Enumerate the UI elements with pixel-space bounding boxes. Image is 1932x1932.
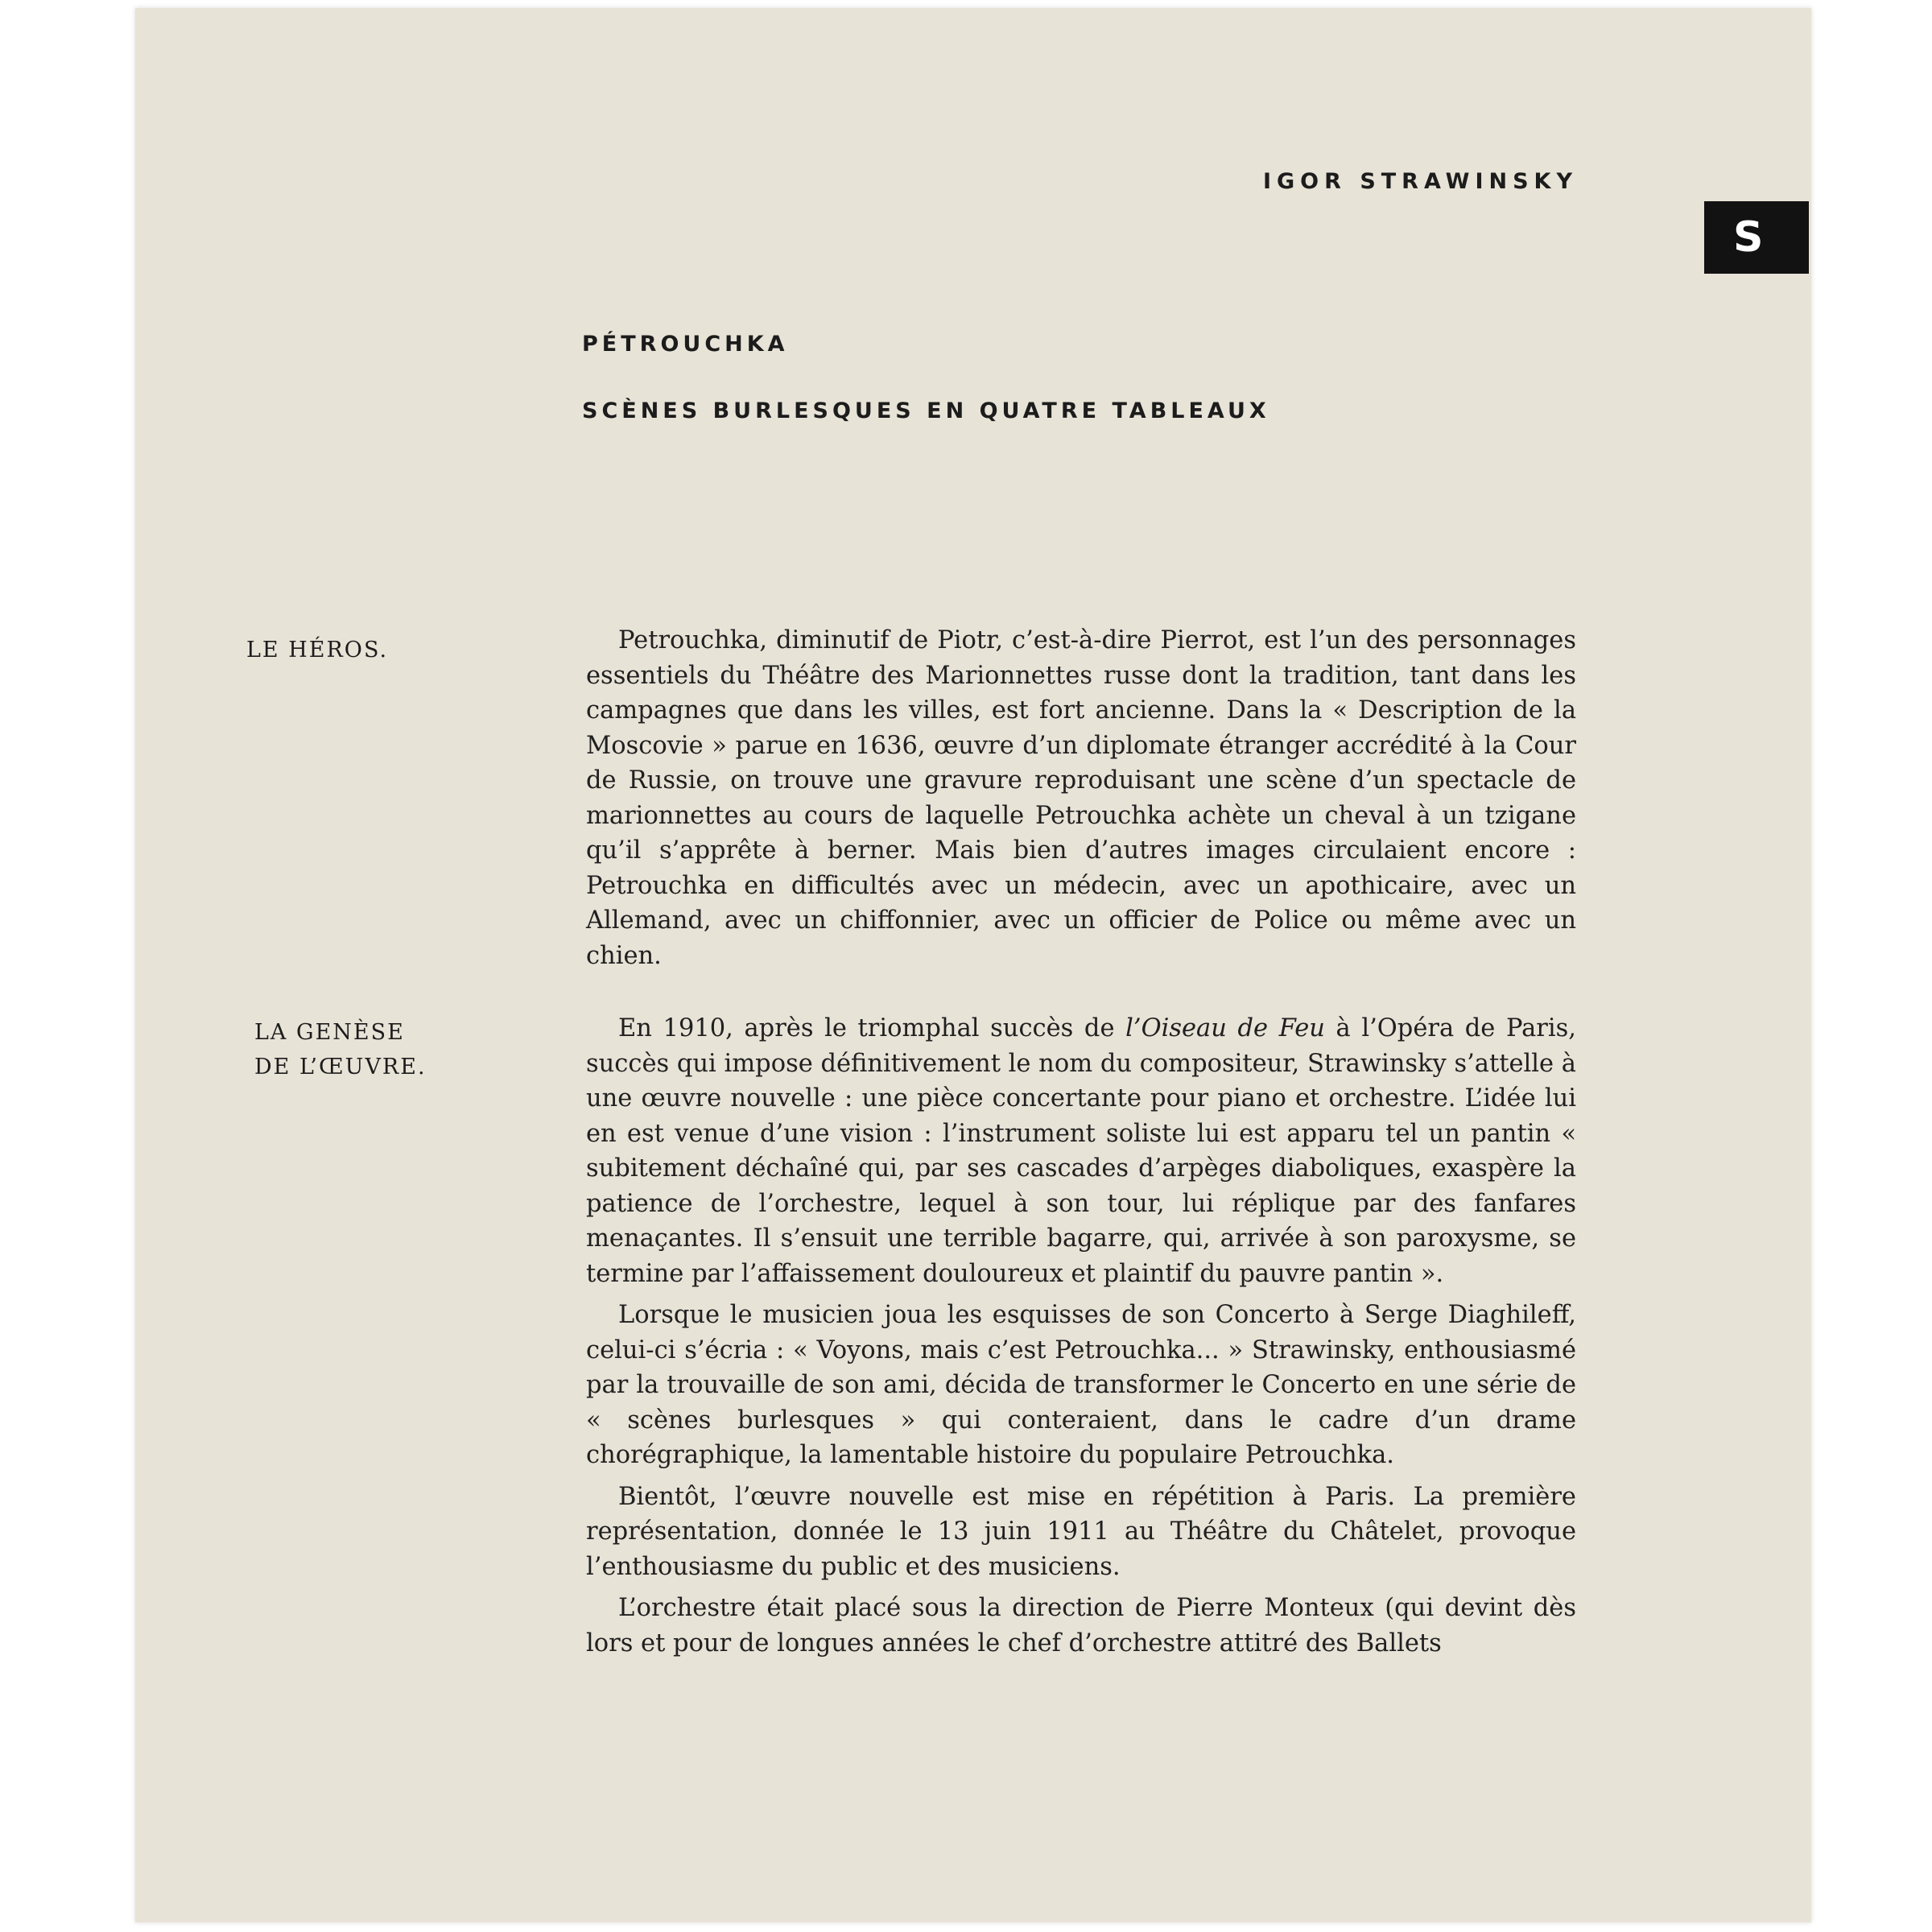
margin-label-hero: LE HÉROS. <box>246 638 389 663</box>
section-hero <box>586 623 1576 973</box>
genesis-paragraph-2: Lorsque le musicien joua les esquisses de son Concerto à Serge Diaghileff, celui-ci s’écria : « Voyons, mais c’est Petrouchka... » Strawinsky, enthousiasmé par la trouvaille de son ami, décida de transformer le Concerto en une série de « scènes burlesques » qui conteraient, dans le cadre d’un drame chorégraphique, la lamentable histoire du populaire Petrouchka. <box>586 1301 1576 1469</box>
genesis-p1-text-a: En 1910, après le triomphal succès de <box>618 1014 1126 1042</box>
section-genesis <box>586 1011 1576 1661</box>
work-subtitle: SCÈNES BURLESQUES EN QUATRE TABLEAUX <box>582 398 1270 423</box>
index-tab <box>1704 201 1809 274</box>
genesis-paragraph-1 <box>586 1011 1576 1291</box>
margin-label-genesis <box>254 1015 427 1084</box>
genesis-paragraph-3: Bientôt, l’œuvre nouvelle est mise en répétition à Paris. La première représentation, donnée le 13 juin 1911 au Théâtre du Châtelet, provoque l’enthousiasme du public et des musiciens. <box>586 1482 1576 1581</box>
margin-label-genesis-line1: LA GENÈSE <box>254 1020 405 1045</box>
index-tab-letter: S <box>1733 213 1764 262</box>
margin-label-genesis-line2: DE L’ŒUVRE. <box>254 1055 427 1080</box>
hero-paragraph: Petrouchka, diminutif de Piotr, c’est-à-dire Pierrot, est l’un des personnages essentiels du Théâtre des Marionnettes russe dont la tradition, tant dans les campagnes que dans les villes, est fort ancienne. Dans la « Description de la Moscovie » parue en 1636, œuvre d’un diplomate étranger accrédité à la Cour de Russie, on trouve une gravure reproduisant une scène d’un spectacle de marionnettes au cours de laquelle Petrouchka achète un cheval à un tzigane qu’il s’apprête à berner. Mais bien d’autres images circulaient encore : Petrouchka en difficultés avec un médecin, avec un apothicaire, avec un Allemand, avec un chiffonnier, avec un officier de Police ou même avec un chien. <box>586 626 1576 970</box>
running-header: IGOR STRAWINSKY <box>1262 169 1578 194</box>
genesis-paragraph-4: L’orchestre était placé sous la direction de Pierre Monteux (qui devint dès lors et pour de longues années le chef d’orchestre attitré des Ballets <box>586 1594 1576 1657</box>
work-reference-oiseau-de-feu: l’Oiseau de Feu <box>1125 1014 1325 1042</box>
genesis-p1-text-b: à l’Opéra de Paris, succès qui impose définitivement le nom du compositeur, Strawinsky s’attelle à une œuvre nouvelle : une pièce concertante pour piano et orchestre. L’idée lui en est venue d’une vision : l’instrument soliste lui est apparu tel un pantin « subitement déchaîné qui, par ses cascades d’arpèges diaboliques, exaspère la patience de l’orchestre, lequel à son tour, lui réplique par des fanfares menaçantes. Il s’ensuit une terrible bagarre, qui, arrivée à son paroxysme, se termine par l’affaissement douloureux et plaintif du pauvre pantin ». <box>586 1014 1576 1288</box>
work-title: PÉTROUCHKA <box>582 332 789 357</box>
